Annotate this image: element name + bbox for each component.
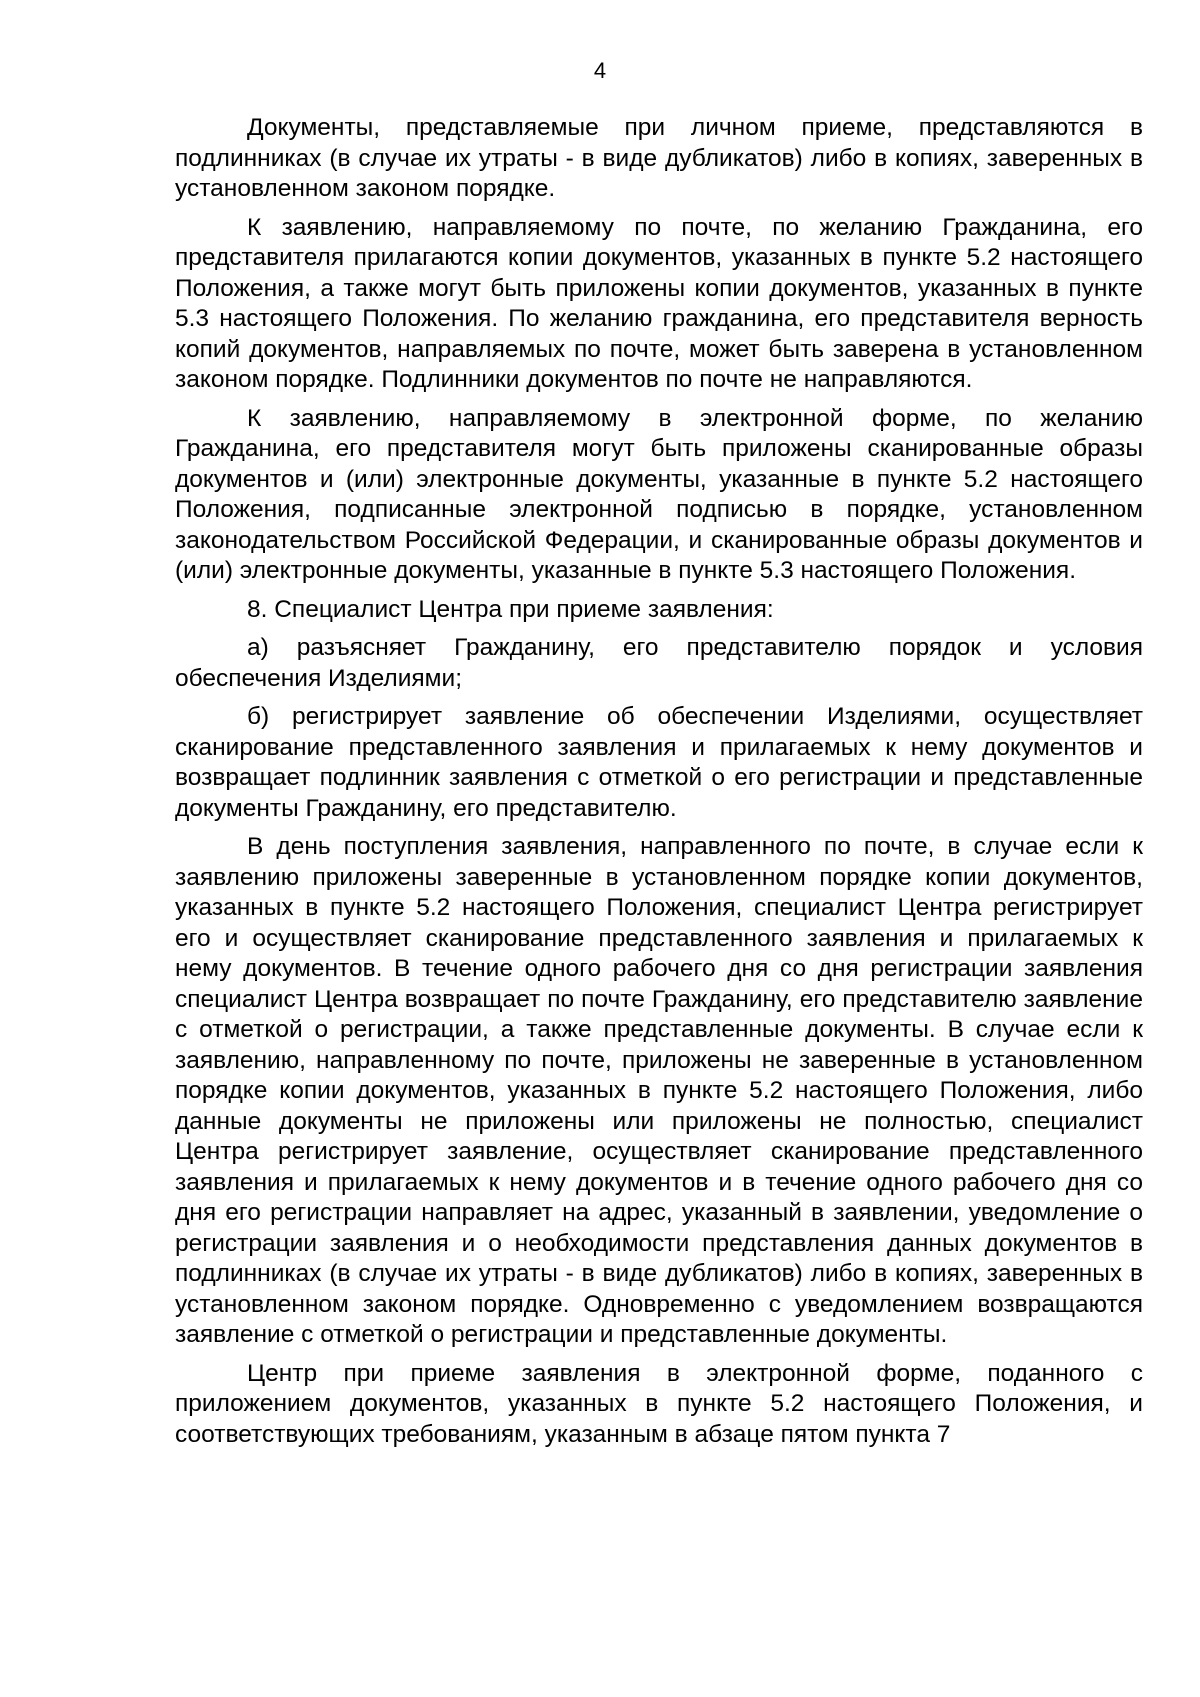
paragraph-electronic-reception: Центр при приеме заявления в электронной форме, поданного с приложением документов, указанных в пункте 5.2 настоящего Положения, и соответствующих требованиям, указанным в абзаце пятом пункта 7 bbox=[175, 1359, 1143, 1448]
document-body bbox=[175, 113, 1143, 1458]
paragraph-mail-application: К заявлению, направляемому по почте, по желанию Гражданина, его представителя прилагаются копии документов, указанных в пункте 5.2 настоящего Положения, а также могут быть приложены копии документов, указанных в пункте 5.3 настоящего Положения. По желанию гражданина, его представителя верность копий документов, направляемых по почте, может быть заверена в установленном законом порядке. Подлинники документов по почте не направляются. bbox=[175, 213, 1143, 393]
paragraph-item-8: 8. Специалист Центра при приеме заявления: bbox=[247, 595, 774, 623]
paragraph-mail-registration: В день поступления заявления, направленного по почте, в случае если к заявлению приложены заверенные в установленном порядке копии документов, указанных в пункте 5.2 настоящего Положения, специалист Центра регистрирует его и осуществляет сканирование представленного заявления и прилагаемых к нему документов. В течение одного рабочего дня со дня регистрации заявления специалист Центра возвращает по почте Гражданину, его представителю заявление с отметкой о регистрации, а также представленные документы. В случае если к заявлению, направленному по почте, приложены не заверенные в установленном порядке копии документов, указанных в пункте 5.2 настоящего Положения, либо данные документы не приложены или приложены не полностью, специалист Центра регистрирует заявление, осуществляет сканирование представленного заявления и прилагаемых к нему документов и в течение одного рабочего дня со дня его регистрации направляет на адрес, указанный в заявлении, уведомление о регистрации заявления и о необходимости представления данных документов в подлинниках (в случае их утраты - в виде дубликатов) либо в копиях, заверенных в установленном законом порядке. Одновременно с уведомлением возвращаются заявление с отметкой о регистрации и представленные документы. bbox=[175, 833, 1143, 1348]
paragraph-subitem-b: б) регистрирует заявление об обеспечении Изделиями, осуществляет сканирование представленного заявления и прилагаемых к нему документов и возвращает подлинник заявления с отметкой о его регистрации и представленные документы Гражданину, его представителю. bbox=[175, 703, 1143, 822]
paragraph-electronic-application: К заявлению, направляемому в электронной форме, по желанию Гражданина, его представителя могут быть приложены сканированные образы документов и (или) электронные документы, указанные в пункте 5.2 настоящего Положения, подписанные электронной подписью в порядке, установленном законодательством Российской Федерации, и сканированные образы документов и (или) электронные документы, указанные в пункте 5.3 настоящего Положения. bbox=[175, 404, 1143, 584]
paragraph-originals: Документы, представляемые при личном приеме, представляются в подлинниках (в случае их утраты - в виде дубликатов) либо в копиях, заверенных в установленном законом порядке. bbox=[175, 114, 1143, 202]
paragraph-subitem-a: а) разъясняет Гражданину, его представителю порядок и условия обеспечения Изделиями; bbox=[175, 634, 1143, 692]
page-number: 4 bbox=[593, 58, 607, 83]
